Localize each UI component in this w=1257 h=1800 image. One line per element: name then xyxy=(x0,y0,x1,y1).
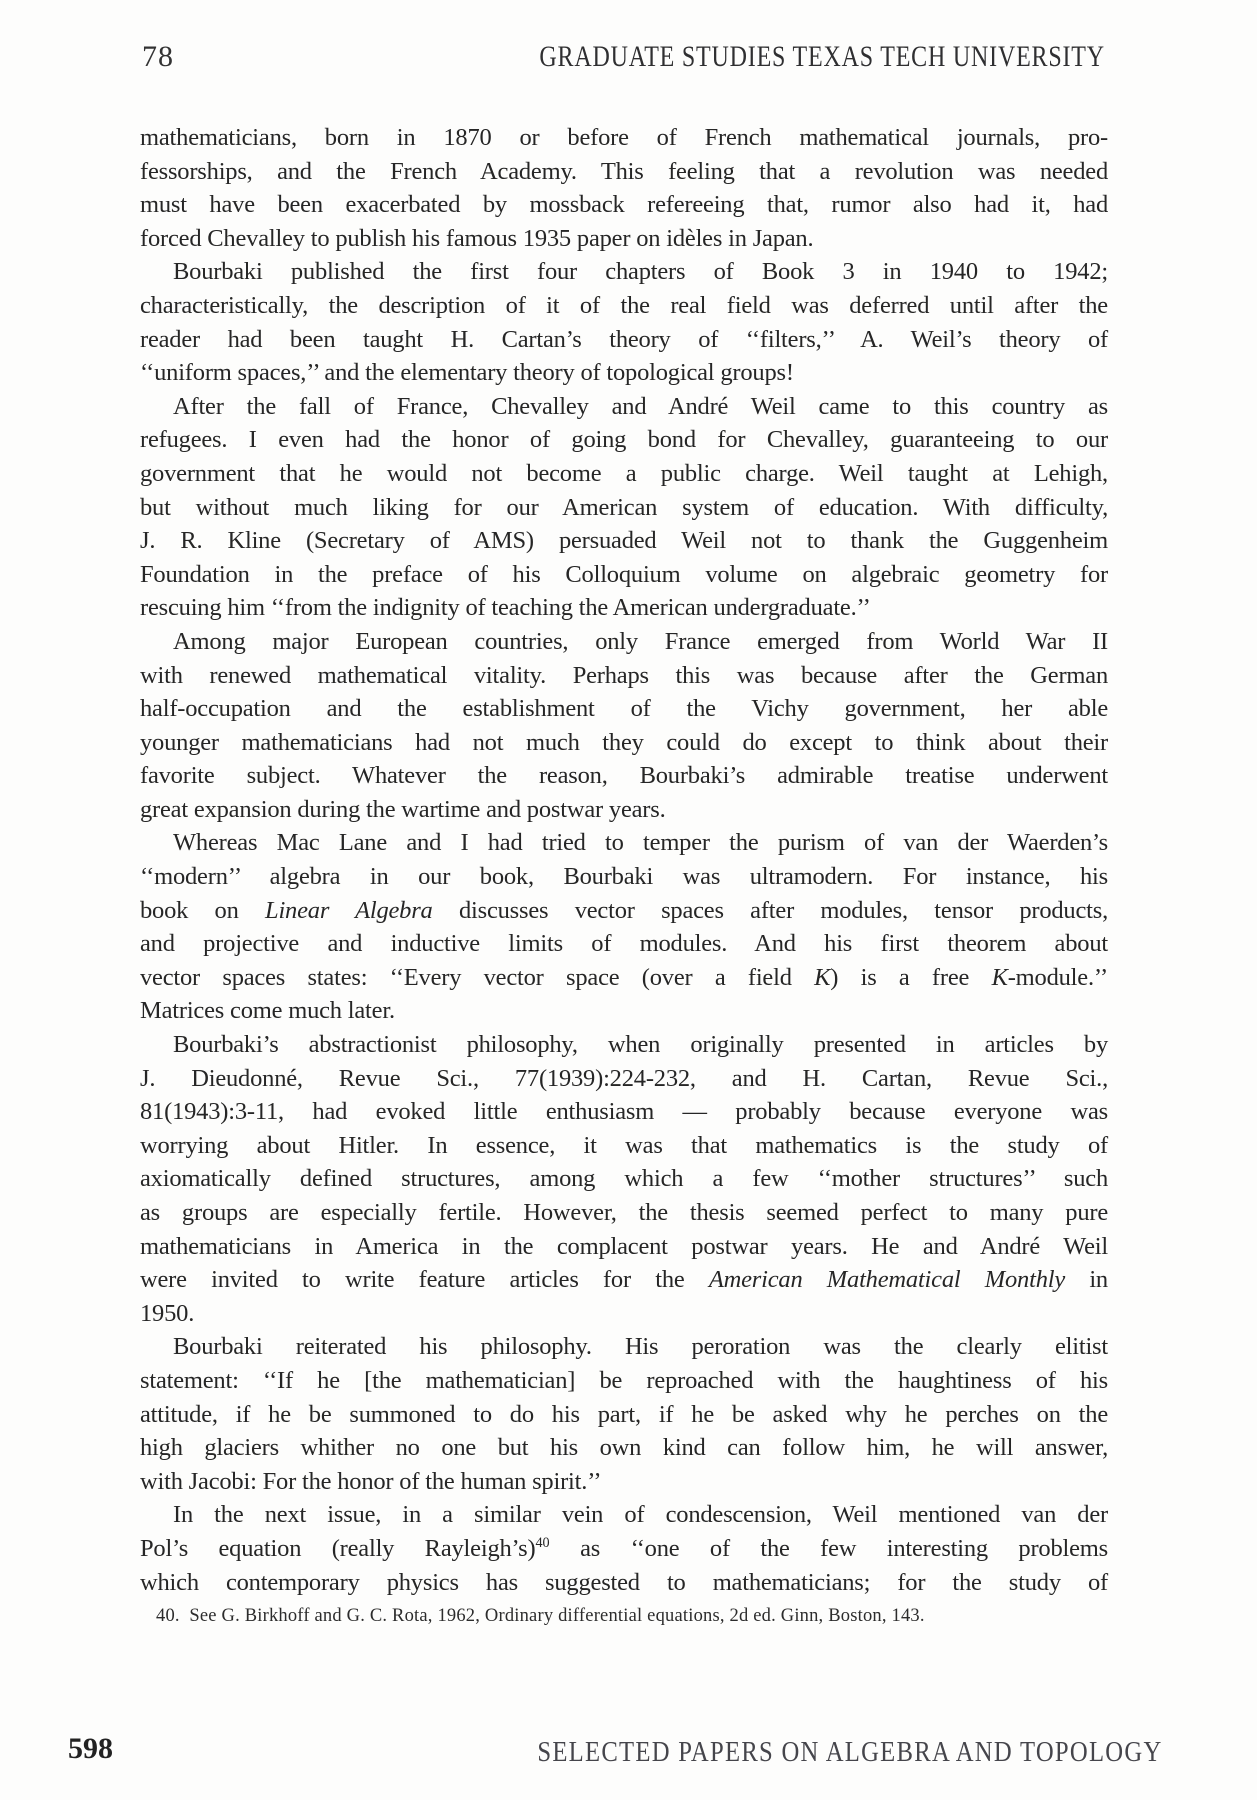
text-line: government that he would not become a public charge. Weil taught at Lehigh, xyxy=(140,459,1108,487)
text-line: high glaciers whither no one but his own kind can follow him, he will answer, xyxy=(140,1434,1108,1462)
text-line: mathematicians in America in the complacent postwar years. He and André Weil xyxy=(140,1232,1108,1260)
text-line: Bourbaki published the first four chapters of Book 3 in 1940 to 1942; xyxy=(173,258,1108,286)
text-line: but without much liking for our American system of education. With difficulty, xyxy=(140,493,1108,521)
text-line: Bourbaki’s abstractionist philosophy, when originally presented in articles by xyxy=(173,1031,1108,1059)
text-line: book on Linear Algebra discusses vector spaces after modules, tensor products, xyxy=(140,896,1109,924)
text-line: with renewed mathematical vitality. Perhaps this was because after the German xyxy=(140,661,1108,689)
text-line: younger mathematicians had not much they could do except to think about their xyxy=(140,728,1108,756)
text-line: which contemporary physics has suggested to mathematicians; for the study of xyxy=(140,1568,1108,1596)
body-text xyxy=(140,121,1108,1599)
text-line: J. Dieudonné, Revue Sci., 77(1939):224-232, and H. Cartan, Revue Sci., xyxy=(140,1064,1108,1092)
text-line: characteristically, the description of it of the real field was deferred until after the xyxy=(140,291,1108,319)
text-line: Pol’s equation (really Rayleigh’s)$^{40}$ as ‘‘one of the few interesting problems xyxy=(140,1534,1108,1562)
text-line: Whereas Mac Lane and I had tried to temper the purism of van der Waerden’s xyxy=(173,829,1108,857)
text-line: Among major European countries, only France emerged from World War II xyxy=(173,627,1108,655)
text-line: Bourbaki reiterated his philosophy. His peroration was the clearly elitist xyxy=(173,1333,1108,1361)
text-line: After the fall of France, Chevalley and André Weil came to this country as xyxy=(173,392,1108,420)
running-head-title: GRADUATE STUDIES TEXAS TECH UNIVERSITY xyxy=(539,40,1105,73)
text-line: axiomatically defined structures, among which a few ‘‘mother structures’’ such xyxy=(140,1165,1108,1193)
text-line: as groups are especially fertile. However, the thesis seemed perfect to many pure xyxy=(140,1199,1108,1226)
text-line: and projective and inductive limits of modules. And his first theorem about xyxy=(140,930,1108,958)
text-line: 81(1943):3-11, had evoked little enthusiasm — probably because everyone was xyxy=(140,1098,1108,1126)
text-line: Matrices come much later. xyxy=(140,997,395,1025)
text-line: attitude, if he be summoned to do his part, if he be asked why he perches on the xyxy=(140,1400,1108,1428)
text-line: with Jacobi: For the honor of the human spirit.’’ xyxy=(140,1467,602,1495)
text-line: forced Chevalley to publish his famous 1935 paper on idèles in Japan. xyxy=(140,224,814,252)
text-line: fessorships, and the French Academy. This feeling that a revolution was needed xyxy=(140,157,1108,185)
text-line: Foundation in the preface of his Colloquium volume on algebraic geometry for xyxy=(140,560,1108,588)
footer-page-number: 598 xyxy=(68,1732,113,1765)
text-line: worrying about Hitler. In essence, it was that mathematics is the study of xyxy=(140,1131,1108,1159)
text-line: great expansion during the wartime and postwar years. xyxy=(140,795,666,823)
text-line: statement: ‘‘If he [the mathematician] be reproached with the haughtiness of his xyxy=(140,1366,1108,1394)
text-line: J. R. Kline (Secretary of AMS) persuaded Weil not to thank the Guggenheim xyxy=(140,527,1108,555)
text-line: ‘‘modern’’ algebra in our book, Bourbaki was ultramodern. For instance, his xyxy=(140,863,1108,891)
text-line: 1950. xyxy=(140,1299,195,1327)
text-line: rescuing him ‘‘from the indignity of teaching the American undergraduate.’’ xyxy=(140,594,871,622)
text-line: mathematicians, born in 1870 or before of French mathematical journals, pro- xyxy=(140,124,1108,151)
footnote-text: 40. See G. Birkhoff and G. C. Rota, 1962, Ordinary differential equations, 2d ed. Ginn, Boston, 143. xyxy=(156,1606,925,1626)
footer-book-title: SELECTED PAPERS ON ALGEBRA AND TOPOLOGY xyxy=(537,1736,1163,1768)
text-line: favorite subject. Whatever the reason, Bourbaki’s admirable treatise underwent xyxy=(140,762,1108,790)
text-line: In the next issue, in a similar vein of condescension, Weil mentioned van der xyxy=(173,1501,1108,1529)
text-line: ‘‘uniform spaces,’’ and the elementary theory of topological groups! xyxy=(140,359,794,387)
header-page-number: 78 xyxy=(142,40,174,73)
text-line: reader had been taught H. Cartan’s theory of ‘‘filters,’’ A. Weil’s theory of xyxy=(140,325,1108,353)
text-line: vector spaces states: ‘‘Every vector space (over a field K) is a free K-module.’’ xyxy=(140,963,1108,991)
text-line: must have been exacerbated by mossback refereeing that, rumor also had it, had xyxy=(140,191,1108,219)
footnote xyxy=(156,1606,1056,1627)
text-line: half-occupation and the establishment of the Vichy government, her able xyxy=(140,695,1108,723)
text-line: were invited to write feature articles for the American Mathematical Monthly in xyxy=(140,1266,1108,1294)
text-line: refugees. I even had the honor of going bond for Chevalley, guaranteeing to our xyxy=(140,426,1108,454)
